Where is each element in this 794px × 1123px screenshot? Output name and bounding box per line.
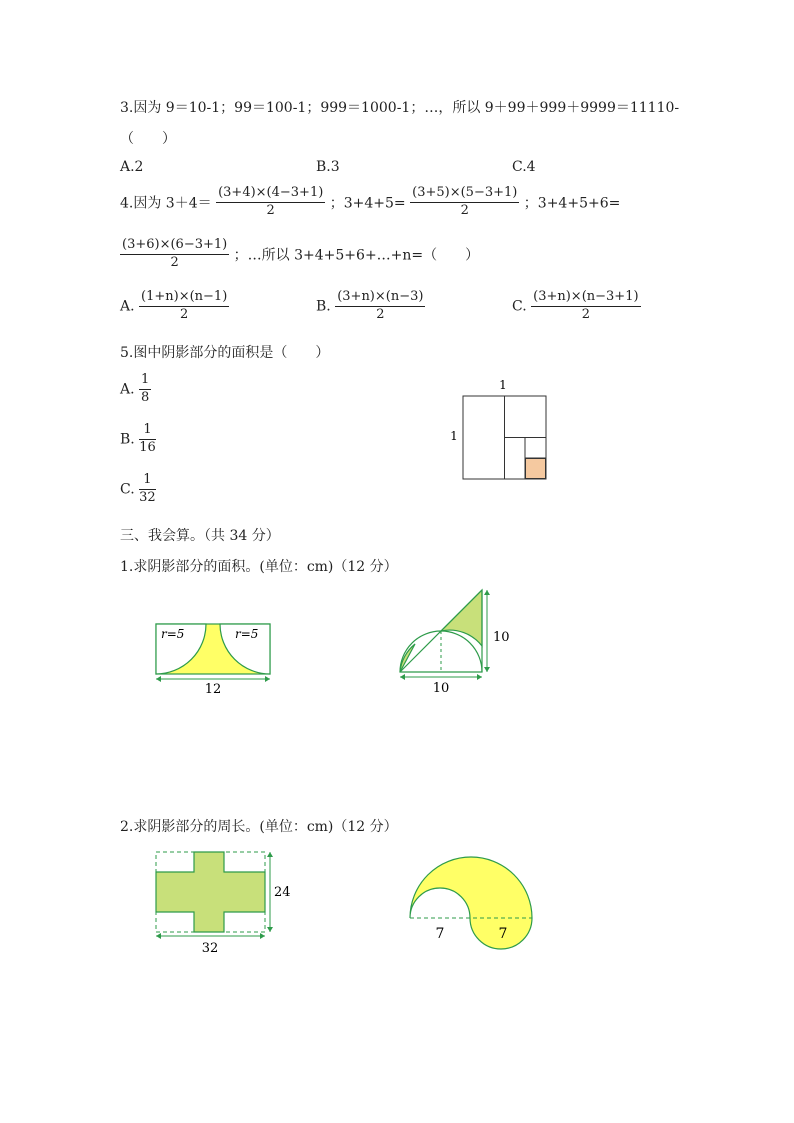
q5-option-c bbox=[120, 473, 156, 506]
q4-option-b-numerator: (3+n)×(n−3) bbox=[335, 290, 425, 307]
q4-fraction-3 bbox=[120, 238, 229, 271]
section-3-title: 三、我会算。（共 34 分） bbox=[120, 528, 280, 544]
q3-paren: （ ） bbox=[120, 131, 176, 147]
q4-line2 bbox=[120, 238, 479, 271]
q4-fraction-2-numerator: (3+5)×(5−3+1) bbox=[410, 186, 519, 203]
q4-fraction-3-denominator: 2 bbox=[170, 254, 179, 270]
q4-option-b-label: B. bbox=[316, 298, 331, 315]
q4-option-c bbox=[512, 290, 641, 323]
s3q2-question: 2.求阴影部分的周长。(单位：cm)（12 分） bbox=[120, 819, 398, 835]
q5-option-b bbox=[120, 423, 156, 456]
q5-option-a-fraction bbox=[139, 373, 151, 406]
s3q2-fig2-shaded-shape bbox=[410, 857, 532, 949]
q4-option-c-denominator: 2 bbox=[581, 306, 590, 322]
s3q2-fig2-right-label: 7 bbox=[498, 926, 508, 942]
q4-option-a-label: A. bbox=[120, 298, 135, 315]
q4-option-c-fraction bbox=[531, 290, 640, 323]
q3-option-c: C.4 bbox=[512, 159, 536, 175]
s3q2-fig1-width-label: 32 bbox=[201, 941, 219, 956]
q3-option-a: A.2 bbox=[120, 159, 144, 175]
q4-fraction-1-denominator: 2 bbox=[266, 202, 275, 218]
q4-option-c-label: C. bbox=[512, 298, 527, 315]
q3-text: 3.因为 9＝10-1；99＝100-1；999＝1000-1；…，所以 9＋99＋999＋9999＝11110- bbox=[120, 100, 680, 116]
q5-option-b-denominator: 16 bbox=[139, 439, 156, 455]
q4-fraction-1-numerator: (3+4)×(4−3+1) bbox=[216, 186, 325, 203]
q5-option-c-denominator: 32 bbox=[139, 489, 156, 505]
s3q1-fig1-width-label: 12 bbox=[204, 682, 222, 697]
q4-mid2: ；3+4+5+6= bbox=[523, 195, 621, 212]
q5-fig-left-label: 1 bbox=[450, 429, 458, 443]
s3q2-fig1-cross-shape bbox=[156, 852, 265, 932]
s3q1-fig2-height-label: 10 bbox=[493, 630, 510, 645]
q4-option-a-denominator: 2 bbox=[180, 306, 189, 322]
q4-option-b-fraction bbox=[335, 290, 425, 323]
q4-option-a bbox=[120, 290, 229, 323]
q5-option-a-label: A. bbox=[120, 381, 135, 398]
q4-option-b bbox=[316, 290, 425, 323]
q4-suffix: ；…所以 3+4+5+6+…+n=（ ） bbox=[233, 247, 480, 264]
s3q1-fig1-right-radius: r=5 bbox=[235, 627, 259, 641]
q4-option-c-numerator: (3+n)×(n−3+1) bbox=[531, 290, 640, 307]
q5-option-c-fraction bbox=[139, 473, 156, 506]
q5-option-a-numerator: 1 bbox=[139, 373, 151, 390]
q5-option-b-fraction bbox=[139, 423, 156, 456]
q5-option-a bbox=[120, 373, 151, 406]
q3-option-b: B.3 bbox=[316, 159, 340, 175]
q5-option-c-numerator: 1 bbox=[139, 473, 156, 490]
q5-fig-top-label: 1 bbox=[499, 378, 507, 392]
s3q2-fig1-height-label: 24 bbox=[274, 885, 291, 900]
q5-option-b-label: B. bbox=[120, 431, 135, 448]
q4-fraction-1 bbox=[216, 186, 325, 219]
q5-shaded-square bbox=[526, 459, 546, 479]
q5-question: 5.图中阴影部分的面积是（ ） bbox=[120, 345, 330, 361]
s3q2-fig2-left-label: 7 bbox=[435, 926, 445, 942]
q4-option-a-fraction bbox=[139, 290, 229, 323]
q4-fraction-2-denominator: 2 bbox=[460, 202, 469, 218]
q4-option-b-denominator: 2 bbox=[376, 306, 385, 322]
q5-option-a-denominator: 8 bbox=[141, 389, 150, 405]
q5-option-b-numerator: 1 bbox=[139, 423, 156, 440]
s3q1-rect-quarter-circles-figure bbox=[150, 618, 280, 698]
q5-option-c-label: C. bbox=[120, 481, 135, 498]
q5-square-figure bbox=[440, 372, 560, 484]
s3q1-fig1-left-radius: r=5 bbox=[161, 627, 185, 641]
q4-mid1: ；3+4+5= bbox=[329, 195, 406, 212]
q4-option-a-numerator: (1+n)×(n−1) bbox=[139, 290, 229, 307]
q4-prefix: 4.因为 3＋4＝ bbox=[120, 195, 212, 212]
q4-fraction-3-numerator: (3+6)×(6−3+1) bbox=[120, 238, 229, 255]
q4-fraction-2 bbox=[410, 186, 519, 219]
s3q1-fig2-width-label: 10 bbox=[432, 681, 450, 696]
s3q1-semicircle-triangle-figure bbox=[395, 586, 525, 698]
q4-line1 bbox=[120, 186, 620, 219]
s3q1-question: 1.求阴影部分的面积。(单位：cm)（12 分） bbox=[120, 559, 398, 575]
s3q2-cross-figure bbox=[150, 846, 300, 958]
s3q2-spiral-figure bbox=[402, 852, 542, 962]
